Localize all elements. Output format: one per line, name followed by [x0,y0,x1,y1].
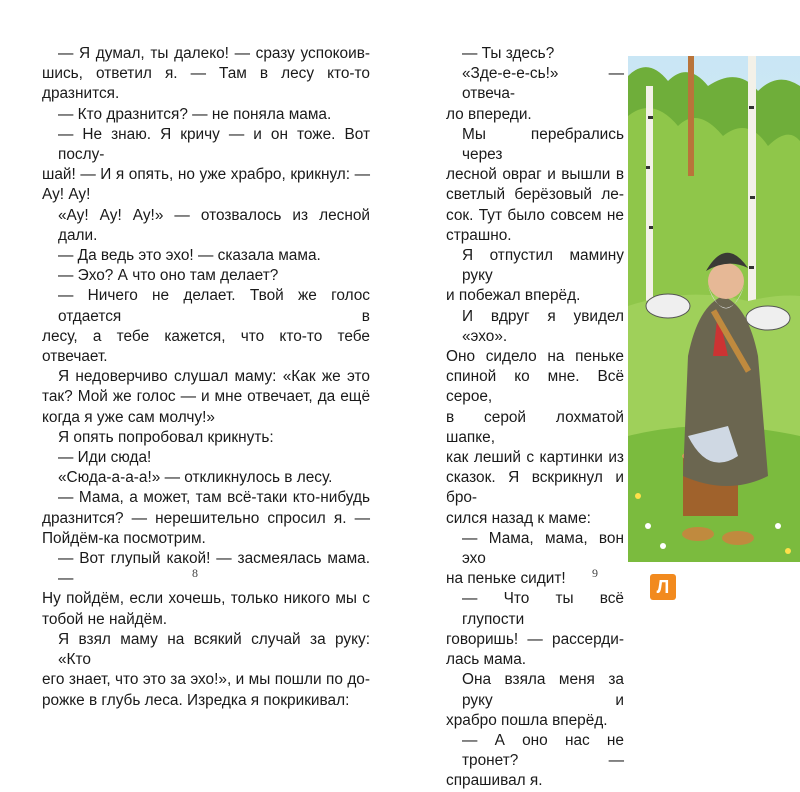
text-line: ло впереди. [446,105,532,123]
paragraph [446,670,624,731]
paragraph [42,266,370,286]
text-line: лесу, а тебе кажется, что кто-то тебе отвечает. [42,327,370,366]
text-line: — Ничего не делает. Твой же голос отдается в [58,287,370,325]
text-line: Я взял маму на всякий случай за руку: «Кто [58,630,370,669]
paragraph [446,44,624,64]
text-line: — Ты здесь? [462,45,555,62]
text-line: страшно. [446,226,512,244]
paragraph [446,307,624,529]
text-line: спиной ко мне. Всё серое, [446,368,624,406]
text-line: Она взяла меня за руку и [462,671,624,709]
paragraph [42,468,370,488]
paragraph [42,488,370,549]
illustration-old-man-with-flute [628,56,800,562]
text-line: лесной овраг и вышли в [446,166,624,184]
text-line: говоришь! — рассерди- [446,630,624,648]
paragraph [42,428,370,448]
text-line: Ну пойдём, если хочешь, только никого мы с [42,590,370,608]
text-line: Я опять попробовал крикнуть: [58,428,274,446]
text-line: когда я уже сам молчу!» [42,408,215,426]
text-line: Я недоверчиво слушал маму: «Как же это [58,368,370,386]
paragraph [446,125,624,246]
text-line: сказок. Я вскрикнул и бро- [446,469,624,507]
text-line: — Да ведь это эхо! — сказала мама. [58,247,321,265]
text-line: светлый берёзовый ле- [446,186,624,204]
text-line: — Мама, а может, там всё-таки кто-нибудь [58,489,370,507]
page-number-right: 9 [592,566,598,580]
text-line: как леший с картинки из [446,449,624,467]
text-line: лась мама. [446,651,527,669]
labirint-logo: Л [650,574,676,600]
text-line: сился назад к маме: [446,509,591,527]
text-line: — Мама, мама, вон эхо [462,529,624,568]
forest-illustration [628,56,800,562]
text-line: на пеньке сидит! [446,570,566,588]
paragraph [42,448,370,468]
paragraph [42,367,370,428]
text-line: Я отпустил мамину руку [462,247,624,285]
paragraph [42,549,370,630]
paragraph [42,105,370,125]
text-line: — Эхо? А что оно там делает? [58,267,279,285]
text-line: дразнится? — нерешительно спросил я. — [42,509,370,527]
text-line: — Кто дразнится? — не поняла мама. [58,105,332,123]
paragraph [42,246,370,266]
text-line: «Ау! Ау! Ау!» — отозвалось из лесной дали. [58,206,370,244]
paragraph [42,630,370,711]
paragraph [42,125,370,206]
text-line: в серой лохматой шапке, [446,408,624,446]
text-line: тобой не найдём. [42,610,168,628]
text-line: его знает, что это за эхо!», и мы пошли по до- [42,671,370,689]
page-number-left: 8 [192,566,198,580]
text-line: — Что ты всё глупости [462,590,624,628]
paragraph [446,731,624,792]
text-line: спрашивал я. [446,772,543,790]
text-line: «Сюда-а-а-а!» — откликнулось в лесу. [58,469,333,487]
text-line: и побежал вперёд. [446,287,581,305]
text-line: — Иди сюда! [58,449,152,467]
text-line: шись, ответил я. — Там в лесу кто-то дразнится. [42,65,370,103]
text-line: Пойдём-ка посмотрим. [42,529,206,547]
text-line: — Я думал, ты далеко! — сразу успокоив- [58,45,370,62]
text-line: «Зде-е-е-сь!» — отвеча- [462,65,624,103]
paragraph [42,206,370,246]
text-line: Мы перебрались через [462,125,624,164]
paragraph [446,246,624,307]
text-line: шай! — И я опять, но уже храбро, крикнул: — [42,166,370,184]
text-line: Оно сидело на пеньке [446,348,624,366]
paragraph [446,64,624,125]
text-line: храбро пошла вперёд. [446,711,608,729]
text-line: — Вот глупый какой! — засмеялась мама. — [58,550,370,588]
text-line: так? Мой же голос — и мне отвечает, да ещё [42,388,370,406]
paragraph [42,44,370,105]
paragraph [42,286,370,367]
text-line: сок. Тут было совсем не [446,206,624,224]
text-line: И вдруг я увидел «эхо». [462,307,624,345]
paragraph [446,589,624,670]
text-line: — А оно нас не тронет? — [462,731,624,770]
text-line: Ау! Ау! [42,186,91,204]
text-line: — Не знаю. Я кричу — и он тоже. Вот послу- [58,125,370,164]
text-line: рожке в глубь леса. Изредка я покрикивал: [42,691,350,709]
right-page-text [446,44,624,792]
